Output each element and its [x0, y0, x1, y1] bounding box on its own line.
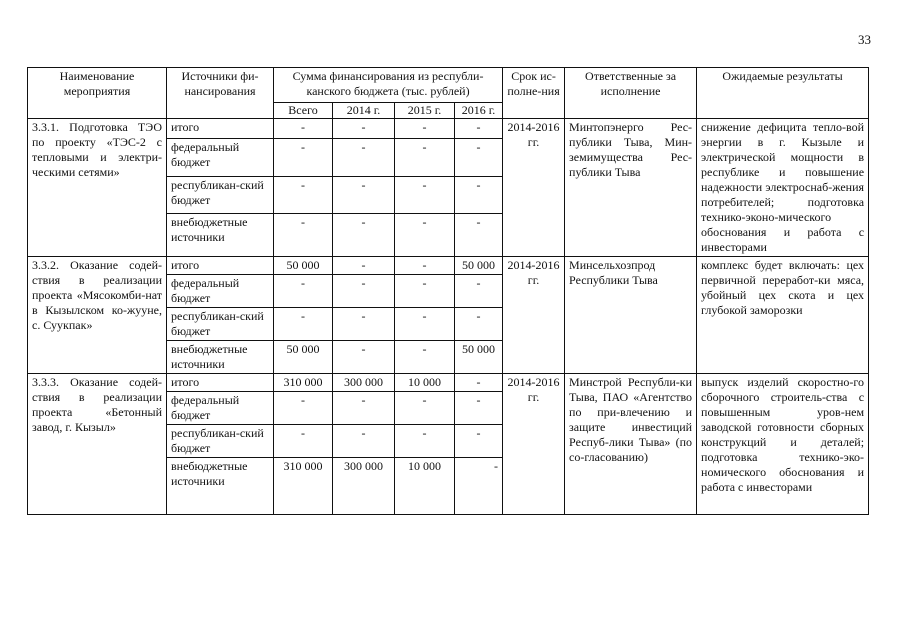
col-header-sources: Источники фи-нансирования	[167, 68, 274, 119]
y2015-cell: -	[395, 176, 455, 213]
col-header-total: Всего	[274, 103, 333, 119]
measure-name: 3.3.2. Оказание содей-ствия в реализации проекта «Мясокомби-нат в Кызылском ко-жууне, с. Суукпак»	[28, 257, 167, 374]
total-cell: -	[274, 308, 333, 341]
source-cell: республикан-ский бюджет	[167, 425, 274, 458]
y2016-cell: -	[455, 425, 503, 458]
y2016-cell: -	[455, 176, 503, 213]
col-header-2014: 2014 г.	[333, 103, 395, 119]
y2014-cell: 300 000	[333, 458, 395, 515]
y2014-cell: -	[333, 275, 395, 308]
y2016-cell: -	[455, 275, 503, 308]
y2015-cell: -	[395, 425, 455, 458]
y2016-cell: -	[455, 458, 503, 515]
source-cell: федеральный бюджет	[167, 139, 274, 176]
y2016-cell: -	[455, 139, 503, 176]
responsible-cell: Минсельхозпрод Республики Тыва	[565, 257, 697, 374]
y2014-cell: -	[333, 176, 395, 213]
col-header-results: Ожидаемые результаты	[697, 68, 869, 119]
y2015-cell: -	[395, 341, 455, 374]
y2016-cell: 50 000	[455, 257, 503, 275]
term-cell: 2014-2016 гг.	[503, 119, 565, 257]
total-cell: 310 000	[274, 458, 333, 515]
y2014-cell: 300 000	[333, 374, 395, 392]
funding-table	[27, 67, 869, 515]
source-cell: республикан-ский бюджет	[167, 176, 274, 213]
source-cell: федеральный бюджет	[167, 392, 274, 425]
results-cell: выпуск изделий скоростно-го сборочного строитель-ства с повышенным уров-нем заводской готовности сборных конструкций и деталей; подготовка технико-эко-номического обоснования и работа с инвесторами	[697, 374, 869, 515]
table-row	[28, 374, 869, 392]
y2014-cell: -	[333, 392, 395, 425]
responsible-cell: Минтопэнерго Рес-публики Тыва, Мин-земимущества Рес-публики Тыва	[565, 119, 697, 257]
total-cell: -	[274, 139, 333, 176]
results-cell: снижение дефицита тепло-вой энергии в г. Кызыле и электрической мощности в республике и повышение надежности электроснаб-жения потребителей; подготовка технико-эконо-мического обоснования и работа с инвесторами	[697, 119, 869, 257]
y2016-cell: -	[455, 392, 503, 425]
measure-name: 3.3.1. Подготовка ТЭО по проекту «ТЭС-2 с тепловыми и электри-ческими сетями»	[28, 119, 167, 257]
source-cell: внебюджетные источники	[167, 214, 274, 257]
total-cell: -	[274, 275, 333, 308]
source-cell: федеральный бюджет	[167, 275, 274, 308]
y2014-cell: -	[333, 257, 395, 275]
y2015-cell: 10 000	[395, 458, 455, 515]
total-cell: -	[274, 214, 333, 257]
term-cell: 2014-2016 гг.	[503, 374, 565, 515]
total-cell: -	[274, 119, 333, 139]
y2014-cell: -	[333, 308, 395, 341]
source-cell: итого	[167, 119, 274, 139]
total-cell: -	[274, 425, 333, 458]
y2015-cell: -	[395, 308, 455, 341]
y2014-cell: -	[333, 425, 395, 458]
term-cell: 2014-2016 гг.	[503, 257, 565, 374]
col-header-2016: 2016 г.	[455, 103, 503, 119]
page-number: 33	[858, 32, 871, 47]
measure-name: 3.3.3. Оказание содей-ствия в реализации проекта «Бетонный завод, г. Кызыл»	[28, 374, 167, 515]
responsible-cell: Минстрой Республи-ки Тыва, ПАО «Агентство по при-влечению и защите инвестиций Респуб-лики Тыва» (по со-гласованию)	[565, 374, 697, 515]
y2015-cell: -	[395, 119, 455, 139]
col-header-term: Срок ис-полне-ния	[503, 68, 565, 119]
y2014-cell: -	[333, 119, 395, 139]
source-cell: республикан-ский бюджет	[167, 308, 274, 341]
col-header-2015: 2015 г.	[395, 103, 455, 119]
y2016-cell: -	[455, 374, 503, 392]
total-cell: -	[274, 176, 333, 213]
y2016-cell: -	[455, 308, 503, 341]
y2015-cell: -	[395, 392, 455, 425]
total-cell: -	[274, 392, 333, 425]
table-row	[28, 257, 869, 275]
total-cell: 50 000	[274, 341, 333, 374]
source-cell: итого	[167, 257, 274, 275]
y2015-cell: -	[395, 214, 455, 257]
results-cell: комплекс будет включать: цех первичной переработ-ки мяса, убойный цех скота и цех глубокой заморозки	[697, 257, 869, 374]
y2014-cell: -	[333, 139, 395, 176]
source-cell: итого	[167, 374, 274, 392]
total-cell: 50 000	[274, 257, 333, 275]
col-header-sum: Сумма финансирования из республи-канского бюджета (тыс. рублей)	[274, 68, 503, 103]
source-cell: внебюджетные источники	[167, 341, 274, 374]
y2014-cell: -	[333, 341, 395, 374]
col-header-name: Наименование мероприятия	[28, 68, 167, 119]
total-cell: 310 000	[274, 374, 333, 392]
y2015-cell: 10 000	[395, 374, 455, 392]
table-row	[28, 119, 869, 139]
y2015-cell: -	[395, 139, 455, 176]
y2015-cell: -	[395, 275, 455, 308]
y2016-cell: -	[455, 119, 503, 139]
source-cell: внебюджетные источники	[167, 458, 274, 515]
y2014-cell: -	[333, 214, 395, 257]
y2016-cell: 50 000	[455, 341, 503, 374]
col-header-responsible: Ответственные за исполнение	[565, 68, 697, 119]
y2016-cell: -	[455, 214, 503, 257]
y2015-cell: -	[395, 257, 455, 275]
